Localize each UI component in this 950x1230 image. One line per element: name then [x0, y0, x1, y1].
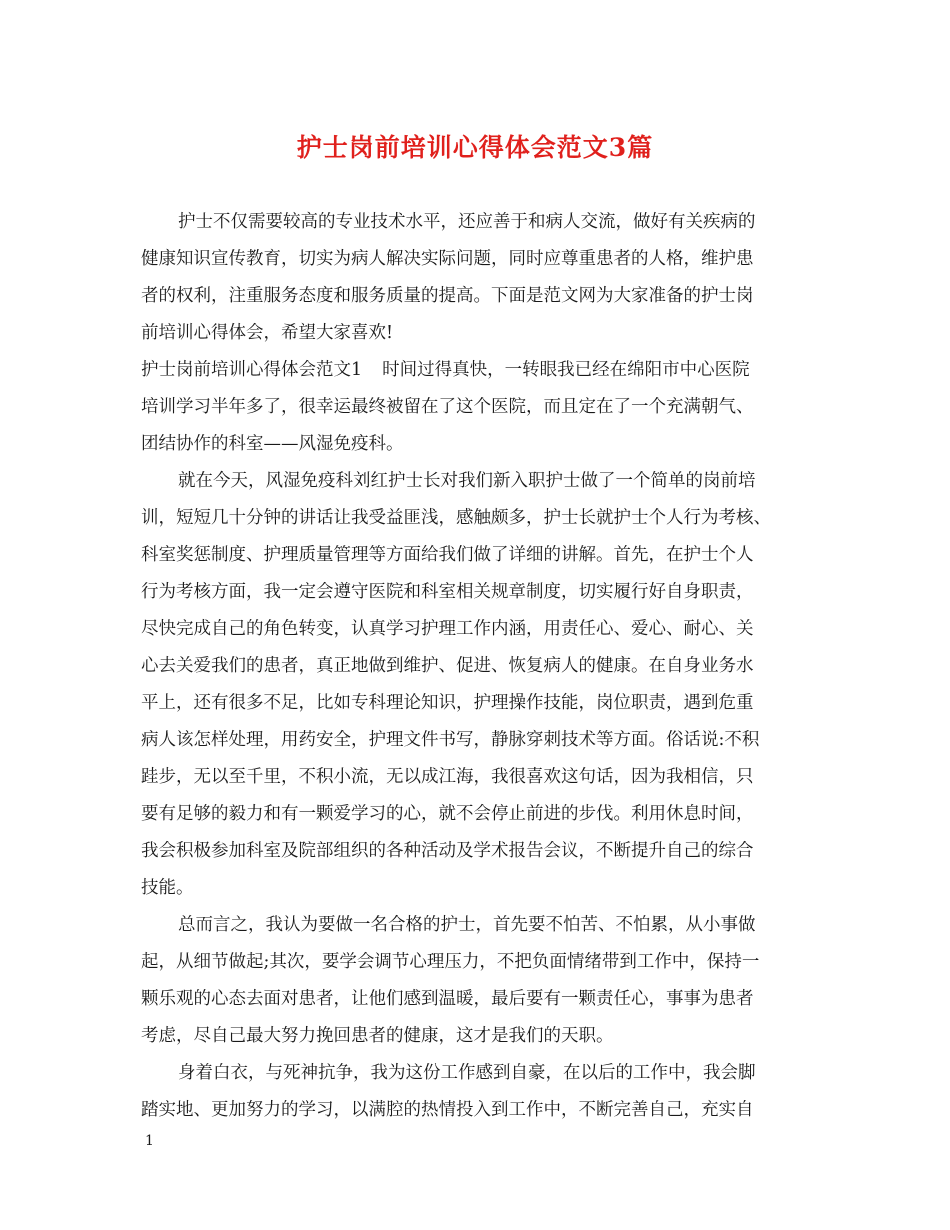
body-line: 平上，还有很多不足，比如专科理论知识，护理操作技能，岗位职责，遇到危重 — [141, 693, 754, 713]
body-line: 身着白衣，与死神抗争，我为这份工作感到自豪，在以后的工作中，我会脚 — [178, 1063, 756, 1083]
body-line: 护士不仅需要较高的专业技术水平，还应善于和病人交流，做好有关疾病的 — [178, 212, 756, 232]
body-line: 总而言之，我认为要做一名合格的护士，首先要不怕苦、不怕累，从小事做 — [178, 915, 756, 935]
body-line: 团结协作的科室——风湿免疫科。 — [141, 434, 404, 454]
body-line: 者的权利，注重服务态度和服务质量的提高。下面是范文网为大家准备的护士岗 — [141, 286, 754, 306]
body-line: 踏实地、更加努力的学习，以满腔的热情投入到工作中，不断完善自己，充实自 — [141, 1100, 754, 1120]
body-line: 前培训心得体会，希望大家喜欢! — [141, 323, 394, 343]
body-line: 跬步，无以至千里，不积小流，无以成江海，我很喜欢这句话，因为我相信，只 — [141, 767, 754, 787]
body-line: 健康知识宣传教育，切实为病人解决实际问题，同时应尊重患者的人格，维护患 — [141, 249, 754, 269]
body-text: 时间过得真快，一转眼我已经在绵阳市中心医院 — [382, 360, 750, 380]
document-title: 护士岗前培训心得体会范文3篇 — [296, 133, 654, 162]
body-line: 尽快完成自己的角色转变，认真学习护理工作内涵，用责任心、爱心、耐心、关 — [141, 619, 754, 639]
body-line: 考虑，尽自己最大努力挽回患者的健康，这才是我们的天职。 — [141, 1026, 614, 1046]
document-body — [141, 204, 831, 1129]
body-line: 我会积极参加科室及院部组织的各种活动及学术报告会议，不断提升自己的综合 — [141, 841, 754, 861]
section-heading: 护士岗前培训心得体会范文1 — [141, 360, 363, 380]
body-line: 就在今天，风湿免疫科刘红护士长对我们新入职护士做了一个简单的岗前培 — [178, 471, 756, 491]
body-line: 培训学习半年多了，很幸运最终被留在了这个医院，而且定在了一个充满朝气、 — [141, 397, 754, 417]
body-line: 起，从细节做起;其次，要学会调节心理压力，不把负面情绪带到工作中，保持一 — [141, 952, 760, 972]
body-line: 病人该怎样处理，用药安全，护理文件书写，静脉穿刺技术等方面。俗话说:不积 — [141, 730, 760, 750]
section-heading-line — [141, 352, 831, 389]
body-line: 颗乐观的心态去面对患者，让他们感到温暖，最后要有一颗责任心，事事为患者 — [141, 989, 754, 1009]
body-line: 心去关爱我们的患者，真正地做到维护、促进、恢复病人的健康。在自身业务水 — [141, 656, 754, 676]
body-line: 训，短短几十分钟的讲话让我受益匪浅，感触颇多，护士长就护士个人行为考核、 — [141, 508, 771, 528]
page-number: 1 — [145, 1133, 154, 1149]
body-line: 行为考核方面，我一定会遵守医院和科室相关规章制度，切实履行好自身职责， — [141, 582, 754, 602]
body-line: 技能。 — [141, 878, 194, 898]
body-line: 科室奖惩制度、护理质量管理等方面给我们做了详细的讲解。首先，在护士个人 — [141, 545, 754, 565]
body-line: 要有足够的毅力和有一颗爱学习的心，就不会停止前进的步伐。利用休息时间， — [141, 804, 754, 824]
